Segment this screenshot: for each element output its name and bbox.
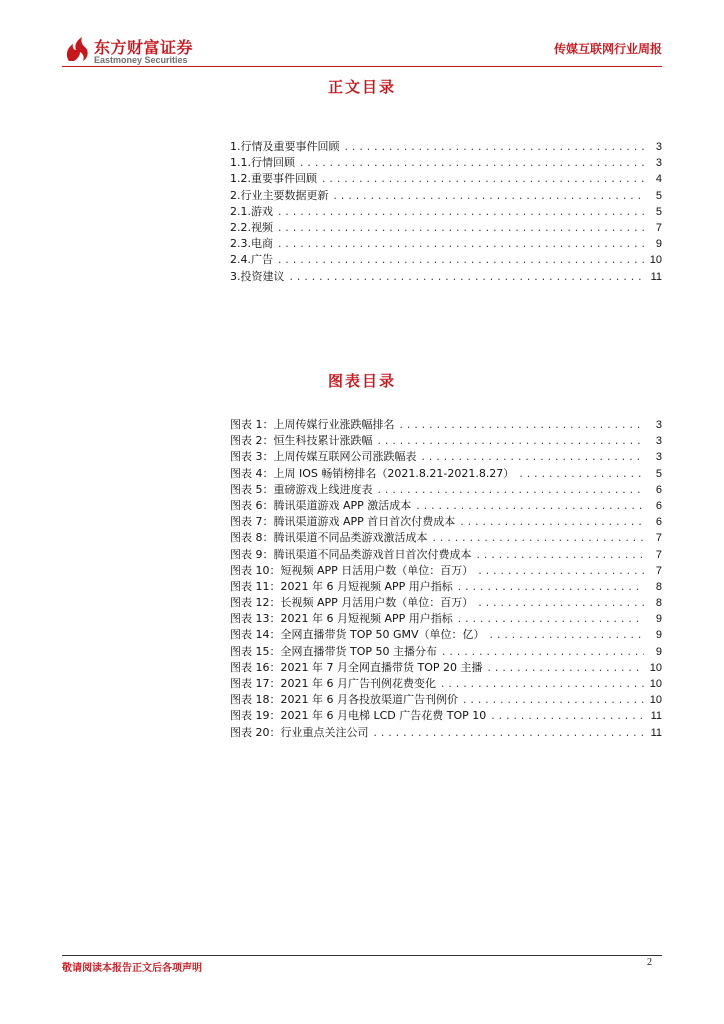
dot-leader xyxy=(457,580,644,596)
header-divider xyxy=(62,66,662,67)
figure-entry-page: 9 xyxy=(655,613,662,626)
dot-leader xyxy=(421,450,645,466)
figure-entry[interactable] xyxy=(230,660,662,676)
dot-leader xyxy=(377,483,645,499)
figure-entry-title: 图表 19：2021 年 6 月电梯 LCD 广告花费 TOP 10 xyxy=(230,709,487,723)
logo-chinese-name: 东方财富证券 xyxy=(94,38,194,57)
toc-entry-page: 3 xyxy=(655,141,662,153)
toc-entry-page: 3 xyxy=(655,157,662,170)
toc-entry-page: 5 xyxy=(655,205,662,218)
toc-entry-title: 3.投资建议 xyxy=(230,269,285,283)
report-type-label: 传媒互联网行业周报 xyxy=(553,42,662,56)
figure-entry[interactable] xyxy=(230,563,662,579)
toc-entry-page: 11 xyxy=(650,270,662,283)
figure-entry-title: 图表 12：长视频 APP 月活用户数（单位：百万） xyxy=(230,596,474,610)
figure-entry[interactable] xyxy=(230,482,662,498)
figure-entry-title: 图表 9：腾讯渠道不同品类游戏首日首次付费成本 xyxy=(230,547,472,561)
figure-entry[interactable] xyxy=(230,433,662,449)
figure-entry-page: 10 xyxy=(649,678,662,690)
toc-entry[interactable] xyxy=(230,236,662,252)
figure-entry[interactable] xyxy=(230,692,662,708)
toc-entry-title: 1.1.行情回顾 xyxy=(230,156,295,170)
page-header xyxy=(0,0,724,70)
dot-leader xyxy=(440,677,644,693)
figure-entry[interactable] xyxy=(230,466,662,482)
figure-entry-page: 3 xyxy=(655,451,662,464)
figure-entry[interactable] xyxy=(230,514,662,530)
dot-leader xyxy=(373,726,645,742)
company-logo xyxy=(62,34,212,68)
dot-leader xyxy=(486,661,644,677)
dot-leader xyxy=(399,418,645,434)
toc-entry-title: 1.2.重要事件回顾 xyxy=(230,172,317,186)
disclaimer-note: 敬请阅读本报告正文后各项声明 xyxy=(62,963,202,974)
toc-entry-title: 2.4.广告 xyxy=(230,253,273,267)
figure-entry-title: 图表 20：行业重点关注公司 xyxy=(230,725,369,739)
figure-entry[interactable] xyxy=(230,579,662,595)
dot-leader xyxy=(333,189,645,205)
figures-heading: 图表目录 xyxy=(327,372,396,390)
toc-entry-title: 2.行业主要数据更新 xyxy=(230,188,329,202)
toc-entry-title: 2.3.电商 xyxy=(230,237,273,251)
dot-leader xyxy=(344,140,645,156)
figure-entry-page: 3 xyxy=(655,419,662,431)
figure-entry-title: 图表 7：腾讯渠道游戏 APP 首日首次付费成本 xyxy=(230,515,456,529)
figure-entry-title: 图表 11：2021 年 6 月短视频 APP 用户指标 xyxy=(230,579,453,593)
figure-entry-title: 图表 14：全网直播带货 TOP 50 GMV（单位：亿） xyxy=(230,628,485,642)
figure-entry-page: 6 xyxy=(655,516,662,529)
figure-entry-title: 图表 17：2021 年 6 月广告刊例花费变化 xyxy=(230,677,436,690)
dot-leader xyxy=(457,612,644,628)
figure-entry[interactable] xyxy=(230,595,662,611)
dot-leader xyxy=(477,596,644,612)
toc-list xyxy=(230,139,662,285)
figure-entry-page: 10 xyxy=(649,694,662,707)
dot-leader xyxy=(477,564,644,580)
dot-leader xyxy=(459,515,644,531)
figure-entry[interactable] xyxy=(230,449,662,465)
toc-entry[interactable] xyxy=(230,171,662,187)
figure-entry-title: 图表 10：短视频 APP 日活用户数（单位：百万） xyxy=(230,563,474,577)
figure-entry-page: 3 xyxy=(655,435,662,448)
figure-entry[interactable] xyxy=(230,708,662,724)
dot-leader xyxy=(277,205,644,221)
figure-entry[interactable] xyxy=(230,547,662,563)
figure-entry[interactable] xyxy=(230,498,662,514)
figure-entry-page: 10 xyxy=(649,661,662,674)
figure-entry[interactable] xyxy=(230,627,662,643)
figure-entry-title: 图表 1：上周传媒行业涨跌幅排名 xyxy=(230,418,395,431)
figure-entry-title: 图表 15：全网直播带货 TOP 50 主播分布 xyxy=(230,644,437,658)
flame-logo-icon xyxy=(62,34,92,64)
toc-entry-page: 7 xyxy=(655,221,662,234)
figure-entry[interactable] xyxy=(230,676,662,692)
figure-entry-page: 6 xyxy=(655,499,662,512)
figure-entry[interactable] xyxy=(230,530,662,546)
figure-entry-page: 9 xyxy=(655,645,662,658)
figure-entry-title: 图表 2：恒生科技累计涨跌幅 xyxy=(230,434,373,448)
dot-leader xyxy=(490,709,644,725)
figure-entry-page: 7 xyxy=(655,564,662,577)
toc-entry-title: 2.2.视频 xyxy=(230,220,273,234)
toc-entry[interactable] xyxy=(230,155,662,171)
toc-heading: 正文目录 xyxy=(327,78,396,96)
figure-entry[interactable] xyxy=(230,611,662,627)
toc-entry[interactable] xyxy=(230,220,662,236)
toc-entry-page: 10 xyxy=(649,254,662,267)
figure-entry-title: 图表 18：2021 年 6 月各投放渠道广告刊例价 xyxy=(230,693,458,707)
footer-divider xyxy=(62,955,662,956)
figure-entry[interactable] xyxy=(230,725,662,741)
logo-english-name: Eastmoney Securities xyxy=(94,55,188,65)
figure-entry-page: 11 xyxy=(650,710,662,723)
dot-leader xyxy=(489,628,644,644)
figures-list xyxy=(230,417,662,741)
page-number: 2 xyxy=(647,957,652,968)
figure-entry-page: 6 xyxy=(655,483,662,496)
toc-entry[interactable] xyxy=(230,204,662,220)
figure-entry-title: 图表 16：2021 年 7 月全网直播带货 TOP 20 主播 xyxy=(230,660,483,674)
figure-entry-page: 5 xyxy=(655,467,662,480)
toc-entry[interactable] xyxy=(230,139,662,155)
toc-entry[interactable] xyxy=(230,252,662,268)
dot-leader xyxy=(377,434,645,450)
dot-leader xyxy=(415,499,644,515)
dot-leader xyxy=(277,221,644,237)
figure-entry[interactable] xyxy=(230,417,662,433)
dot-leader xyxy=(289,270,645,286)
figure-entry-page: 7 xyxy=(655,532,662,545)
figure-entry-page: 8 xyxy=(655,580,662,593)
figure-entry-title: 图表 8：腾讯渠道不同品类游戏激活成本 xyxy=(230,531,428,545)
toc-entry-page: 4 xyxy=(655,173,662,186)
toc-entry[interactable] xyxy=(230,188,662,204)
toc-entry-page: 9 xyxy=(655,238,662,251)
dot-leader xyxy=(462,693,644,709)
dot-leader xyxy=(277,237,644,253)
figure-entry-title: 图表 4：上周 IOS 畅销榜排名（2021.8.21-2021.8.27） xyxy=(230,466,515,480)
figure-entry-page: 11 xyxy=(650,726,662,739)
figure-entry[interactable] xyxy=(230,644,662,660)
figure-entry-page: 8 xyxy=(655,597,662,610)
toc-entry-page: 5 xyxy=(655,189,662,202)
toc-entry-title: 1.行情及重要事件回顾 xyxy=(230,140,340,153)
figure-entry-page: 7 xyxy=(655,548,662,561)
figure-entry-title: 图表 6：腾讯渠道游戏 APP 激活成本 xyxy=(230,498,412,512)
dot-leader xyxy=(321,172,644,188)
figure-entry-page: 9 xyxy=(655,629,662,642)
dot-leader xyxy=(476,548,645,564)
dot-leader xyxy=(299,156,644,172)
figure-entry-title: 图表 13：2021 年 6 月短视频 APP 用户指标 xyxy=(230,612,453,626)
dot-leader xyxy=(518,467,644,483)
figure-entry-title: 图表 5：重磅游戏上线进度表 xyxy=(230,482,373,496)
dot-leader xyxy=(432,531,645,547)
toc-entry[interactable] xyxy=(230,269,662,285)
dot-leader xyxy=(277,253,644,269)
figure-entry-title: 图表 3：上周传媒互联网公司涨跌幅表 xyxy=(230,450,417,464)
dot-leader xyxy=(441,645,644,661)
toc-entry-title: 2.1.游戏 xyxy=(230,204,273,218)
